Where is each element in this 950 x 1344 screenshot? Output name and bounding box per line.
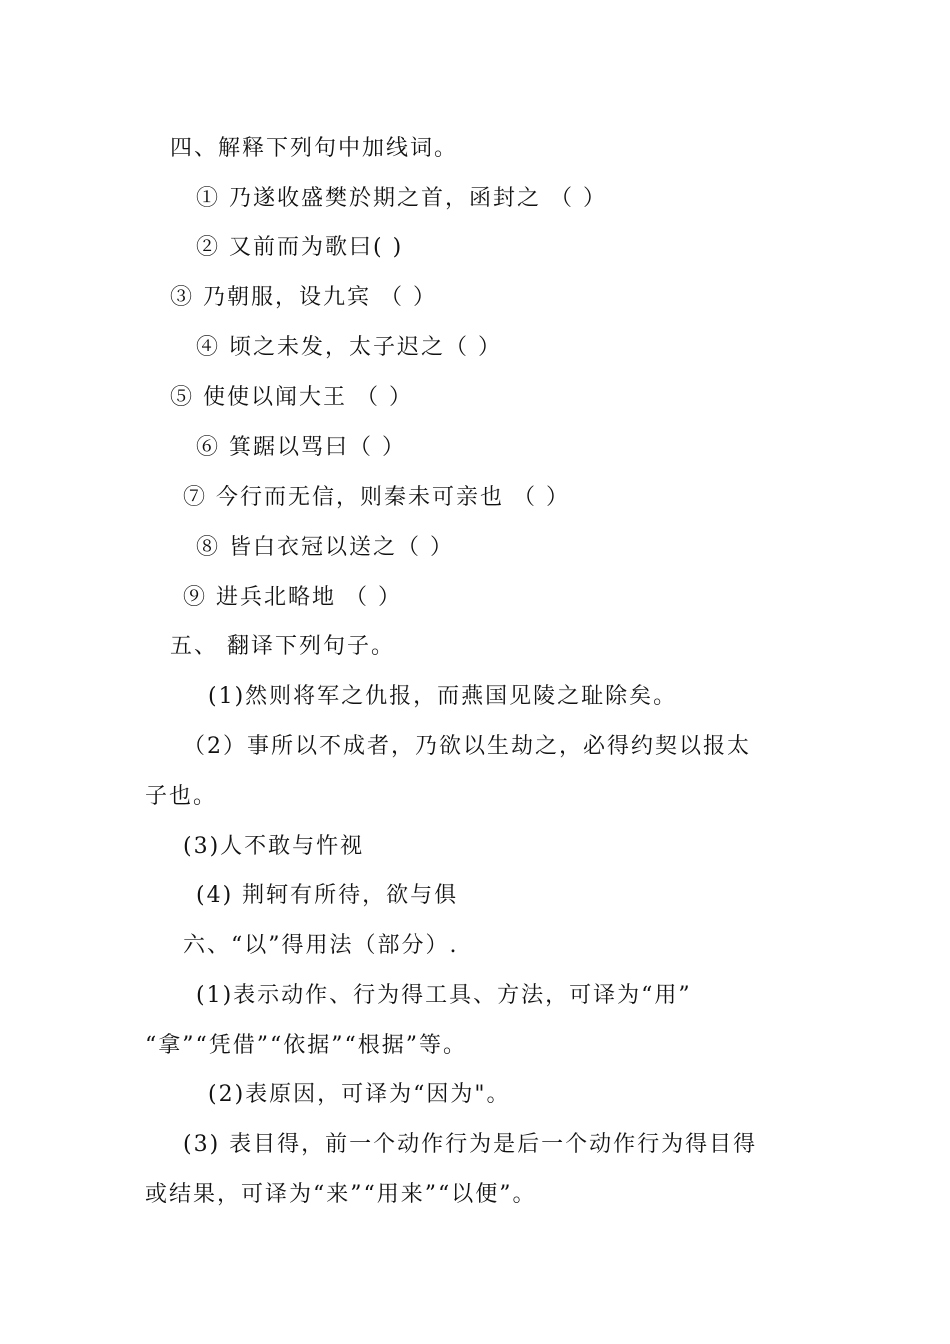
section-4-item-5: ⑤ 使使以闻大王 （ ）: [170, 385, 413, 410]
section-5-item-1: (1)然则将军之仇报，而燕国见陵之耻除矣。: [208, 684, 678, 709]
section-4-item-4: ④ 顷之未发，太子迟之（ ）: [196, 335, 502, 360]
section-6-item-1-continued: “拿”“凭借”“依据”“根据”等。: [145, 1033, 467, 1058]
section-6-item-3: (3) 表目得，前一个动作行为是后一个动作行为得目得: [183, 1132, 758, 1157]
section-6-item-2: (2)表原因，可译为“因为"。: [208, 1082, 511, 1107]
section-4-item-1: ① 乃遂收盛樊於期之首，函封之 （ ）: [196, 186, 607, 211]
section-5-item-2-continued: 子也。: [145, 784, 218, 809]
section-6-heading: 六、“以”得用法（部分）.: [183, 933, 459, 958]
section-4-heading: 四、解释下列句中加线词。: [170, 136, 459, 161]
section-4-item-9: ⑨ 进兵北略地 （ ）: [183, 585, 402, 610]
section-4-item-7: ⑦ 今行而无信，则秦未可亲也 （ ）: [183, 485, 570, 510]
section-5-item-2: （2）事所以不成者，乃欲以生劫之，必得约契以报太: [183, 734, 751, 759]
section-6-item-1: (1)表示动作、行为得工具、方法，可译为“用”: [196, 983, 692, 1008]
section-5-item-4: (4) 荆轲有所待，欲与俱: [196, 883, 459, 908]
section-4-item-2: ② 又前而为歌曰( ): [196, 235, 404, 260]
section-4-item-3: ③ 乃朝服，设九宾 （ ）: [170, 285, 437, 310]
section-4-item-6: ⑥ 箕踞以骂曰（ ）: [196, 435, 406, 460]
section-6-item-3-continued: 或结果，可译为“来”“用来”“以便”。: [145, 1182, 537, 1207]
section-4-item-8: ⑧ 皆白衣冠以送之（ ）: [196, 535, 454, 560]
section-5-heading: 五、 翻译下列句子。: [170, 634, 395, 659]
section-5-item-3: (3)人不敢与忤视: [183, 834, 365, 859]
